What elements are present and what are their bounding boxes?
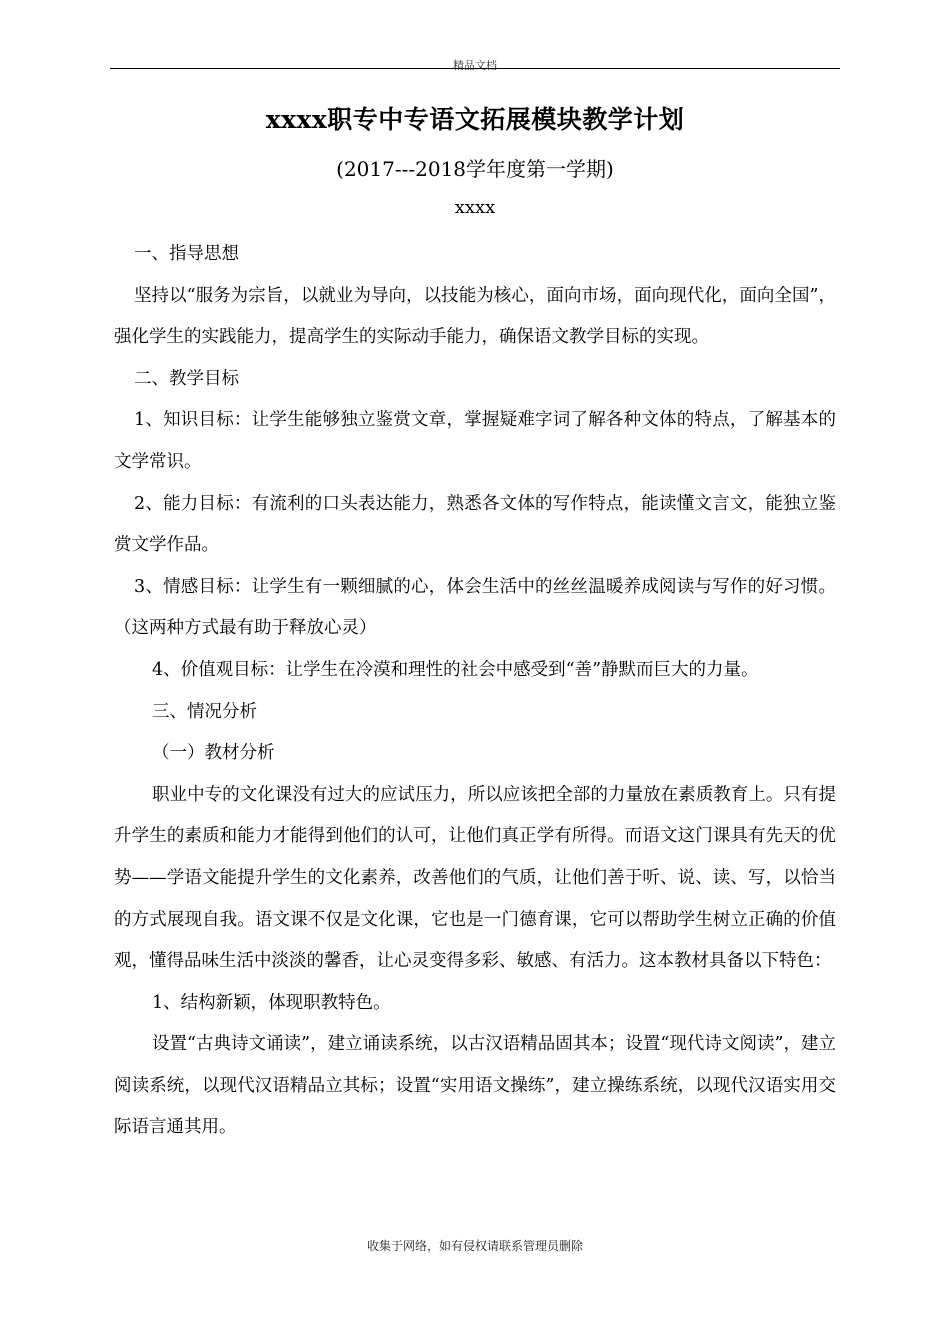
paragraph-feature-details: 设置“古典诗文诵读”，建立诵读系统，以古汉语精品固其本；设置“现代诗文阅读”，建立阅读系统，以现代汉语精品立其标；设置“实用语文操练”，建立操练系统，以现代汉语实用交际语言通其用。 [114,1034,836,1138]
section-heading-teaching-goals: 二、教学目标 [134,368,239,389]
goal-ability: 2、能力目标：有流利的口头表达能力，熟悉各文体的写作特点，能读懂文言文，能独立鉴赏文学作品。 [114,493,836,556]
page-header-label: 精品文档 [453,59,497,72]
goal-emotion: 3、情感目标：让学生有一颗细腻的心，体会生活中的丝丝温暖养成阅读与写作的好习惯。（这两种方式最有助于释放心灵） [114,576,836,639]
document-subtitle: (2017---2018学年度第一学期) [336,157,614,181]
section-heading-situation-analysis: 三、情况分析 [152,701,257,722]
page-footer: 收集于网络，如有侵权请联系管理员删除 [366,1239,583,1253]
goal-knowledge: 1、知识目标：让学生能够独立鉴赏文章，掌握疑难字词了解各种文体的特点，了解基本的文学常识。 [114,410,836,472]
header-divider [110,68,840,69]
feature-structure: 1、结构新颖，体现职教特色。 [152,992,391,1013]
document-body [114,234,836,1149]
goal-values: 4、价值观目标：让学生在冷漠和理性的社会中感受到“善”静默而巨大的力量。 [152,659,759,680]
subsection-heading-textbook-analysis: （一）教材分析 [152,743,275,764]
document-title: xxxx职专中专语文拓展模块教学计划 [265,105,685,134]
document-author: xxxx [454,197,496,218]
paragraph-guiding-thought: 坚持以“服务为宗旨，以就业为导向，以技能为核心，面向市场，面向现代化，面向全国”，强化学生的实践能力，提高学生的实际动手能力，确保语文教学目标的实现。 [114,285,836,348]
paragraph-textbook-analysis: 职业中专的文化课没有过大的应试压力，所以应该把全部的力量放在素质教育上。只有提升学生的素质和能力才能得到他们的认可，让他们真正学有所得。而语文这门课具有先天的优势——学语文能提升学生的文化素养，改善他们的气质，让他们善于听、说、读、写，以恰当的方式展现自我。语文课不仅是文化课，它也是一门德育课，它可以帮助学生树立正确的价值观，懂得品味生活中淡淡的馨香，让心灵变得多彩、敏感、有活力。这本教材具备以下特色： [114,784,836,972]
section-heading-guiding-thought: 一、指导思想 [134,244,239,264]
